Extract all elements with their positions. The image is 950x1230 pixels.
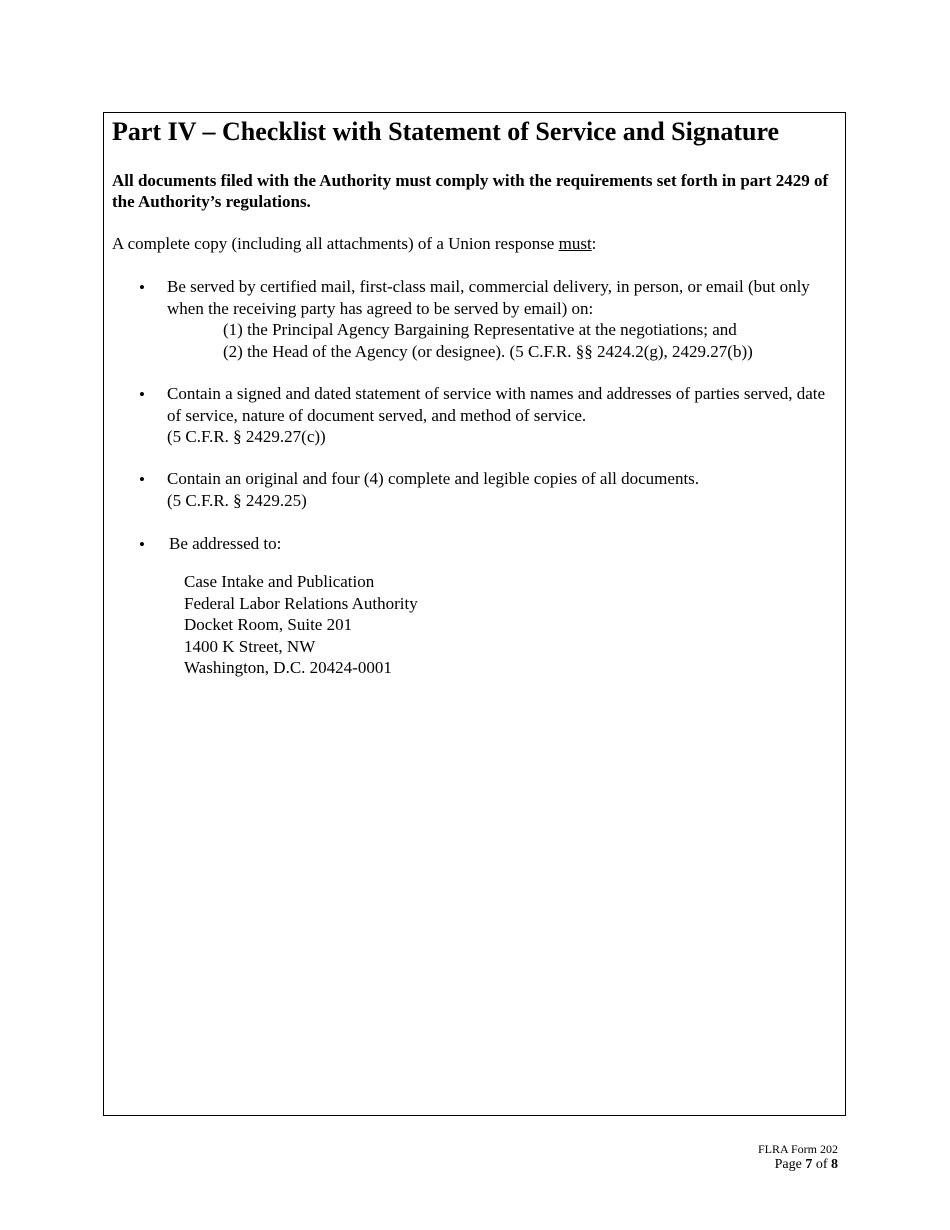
- service-recipient-2: (2) the Head of the Agency (or designee). (5 C.F.R. §§ 2424.2(g), 2429.27(b)): [223, 342, 753, 361]
- filing-requirement-note: All documents filed with the Authority must comply with the requirements set forth in part 2429 of the Authority’s regulations.: [112, 171, 829, 211]
- mailing-address: [184, 571, 418, 679]
- checklist-frame: [103, 112, 846, 1116]
- checklist-item-copies: Contain an original and four (4) complete and legible copies of all documents.: [167, 469, 700, 488]
- form-id: FLRA Form 202: [757, 1142, 838, 1156]
- intro-sentence: [112, 233, 596, 254]
- checklist-item-service: Be served by certified mail, first-class mail, commercial delivery, in person, or email (but only when the receiving party has agreed to be served by email) on:: [167, 277, 810, 318]
- intro-emphasis: must: [558, 234, 592, 253]
- checklist-item-statement: Contain a signed and dated statement of service with names and addresses of parties served, date of service, nature of document served, and method of service.: [167, 384, 826, 425]
- intro-text: A complete copy (including all attachments) of a Union response: [112, 234, 559, 253]
- page-of: of: [812, 1157, 831, 1172]
- page-total: 8: [831, 1157, 838, 1172]
- page-title: Part IV – Checklist with Statement of Service and Signature: [112, 117, 780, 146]
- address-line: 1400 K Street, NW: [184, 636, 316, 656]
- service-recipient-1: (1) the Principal Agency Bargaining Representative at the negotiations; and: [223, 320, 737, 339]
- page-footer: [758, 1142, 838, 1173]
- bullet-icon: •: [139, 535, 145, 554]
- checklist-item-address: Be addressed to:: [169, 534, 282, 553]
- bullet-icon: •: [139, 385, 145, 404]
- page-current: 7: [805, 1157, 813, 1172]
- address-line: Case Intake and Publication: [184, 572, 375, 591]
- bullet-icon: •: [139, 278, 145, 297]
- statement-citation: (5 C.F.R. § 2429.27(c)): [167, 427, 326, 446]
- address-line: Federal Labor Relations Authority: [184, 593, 418, 613]
- address-line: Docket Room, Suite 201: [184, 615, 353, 634]
- address-line: Washington, D.C. 20424-0001: [184, 658, 392, 677]
- page-number: [758, 1156, 838, 1173]
- page-prefix: Page: [774, 1157, 806, 1172]
- copies-citation: (5 C.F.R. § 2429.25): [167, 491, 307, 510]
- intro-punctuation: :: [591, 234, 597, 253]
- bullet-icon: •: [139, 470, 145, 489]
